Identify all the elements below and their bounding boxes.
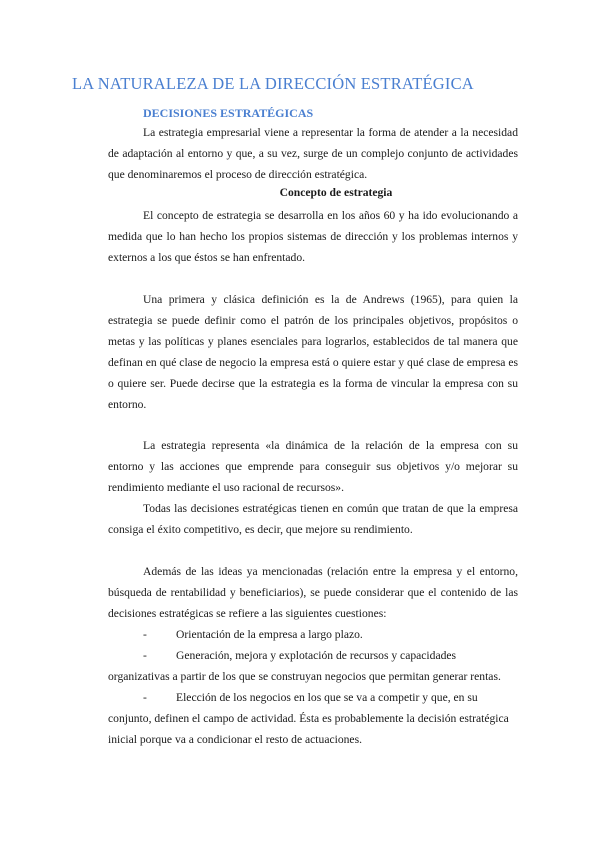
list-bullet: - (143, 691, 147, 704)
list-bullet: - (143, 649, 147, 662)
list-item (108, 687, 518, 750)
paragraph: Todas las decisiones estratégicas tienen en común que tratan de que la empresa consiga el éxito competitivo, es decir, que mejore su rendimiento. (108, 502, 518, 536)
list-item-text: Generación, mejora y explotación de recursos y capacidades organizativas a partir de los que se construyan negocios que permitan generar rentas. (108, 649, 501, 683)
section-subtitle: DECISIONES ESTRATÉGICAS (143, 106, 314, 120)
document-title: LA NATURALEZA DE LA DIRECCIÓN ESTRATÉGICA (72, 74, 474, 93)
list-item (108, 645, 518, 687)
list-item-text: Elección de los negocios en los que se va a competir y que, en su conjunto, definen el campo de actividad. Ésta es probablemente la decisión estratégica inicial porque va a condicionar el resto de actuaciones. (108, 691, 509, 746)
section-heading: Concepto de estrategia (279, 186, 393, 199)
paragraph: Además de las ideas ya mencionadas (relación entre la empresa y el entorno, búsqueda de rentabilidad y beneficiarios), se puede considerar que el contenido de las decisiones estratégicas se refiere a las siguientes cuestiones: (108, 565, 518, 620)
paragraph: Una primera y clásica definición es la de Andrews (1965), para quien la estrategia se puede definir como el patrón de los principales objetivos, propósitos o metas y las políticas y planes esenciales para lograrlos, establecidos de tal manera que definan en qué clase de negocio la empresa está o quiere estar y qué clase de empresa es o quiere ser. Puede decirse que la estrategia es la forma de vincular la empresa con su entorno. (108, 293, 518, 411)
list-item-text: Orientación de la empresa a largo plazo. (176, 628, 363, 641)
paragraph: La estrategia representa «la dinámica de la relación de la empresa con su entorno y las acciones que emprende para conseguir sus objetivos y/o mejorar su rendimiento mediante el uso racional de recursos». (108, 439, 518, 494)
intro-paragraph: La estrategia empresarial viene a representar la forma de atender a la necesidad de adaptación al entorno y que, a su vez, surge de un complejo conjunto de actividades que denominaremos el proceso de dirección estratégica. (108, 126, 518, 181)
paragraph: El concepto de estrategia se desarrolla en los años 60 y ha ido evolucionando a medida que lo han hecho los propios sistemas de dirección y los problemas internos y externos a los que éstos se han enfrentado. (108, 209, 518, 264)
list-item (108, 624, 518, 645)
list-bullet: - (143, 628, 147, 641)
